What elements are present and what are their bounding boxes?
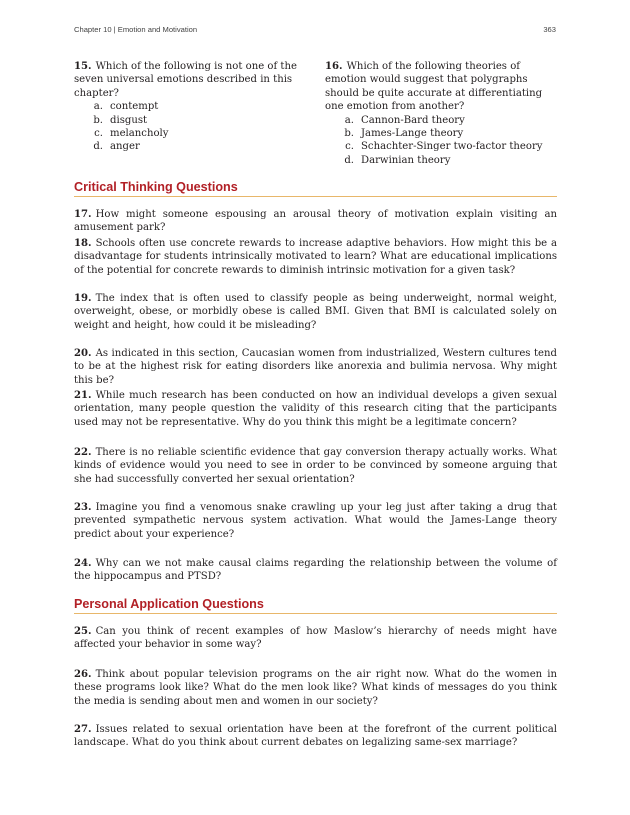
question-text: Imagine you find a venomous snake crawling up your leg just after taking a drug that prevented sympathetic nervous system activation. What would the James-Lange theory predict about your experience? xyxy=(74,502,557,540)
option-letter: b. xyxy=(344,128,354,140)
question-19 xyxy=(74,292,557,332)
question-number: 17. xyxy=(74,209,92,220)
page-number: 363 xyxy=(543,25,556,34)
question-number: 20. xyxy=(74,348,92,359)
question-18 xyxy=(74,237,557,277)
option-text: Schachter-Singer two-factor theory xyxy=(361,141,543,153)
option-letter: d. xyxy=(93,141,103,153)
question-text: As indicated in this section, Caucasian women from industrialized, Western cultures tend to be at the highest risk for eating disorders like anorexia and bulimia nervosa. Why might this be? xyxy=(74,348,557,386)
question-number: 22. xyxy=(74,447,92,458)
question-number: 27. xyxy=(74,724,92,735)
answer-option xyxy=(88,100,306,113)
question-text: Which of the following theories of emotion would suggest that polygraphs should be quite accurate at differentiating one emotion from another? xyxy=(325,61,543,113)
question-17 xyxy=(74,208,557,235)
question-number: 25. xyxy=(74,626,92,637)
question-22 xyxy=(74,446,557,486)
question-stem xyxy=(325,60,557,114)
option-letter: d. xyxy=(344,154,354,166)
option-letter: c. xyxy=(94,128,103,140)
multiple-choice-section xyxy=(74,60,557,167)
personal-application-heading: Personal Application Questions xyxy=(74,597,557,614)
option-text: James-Lange theory xyxy=(361,128,464,140)
question-number: 24. xyxy=(74,558,92,569)
question-text: The index that is often used to classify people as being underweight, normal weight, overweight, obese, or morbidly obese is called BMI. Given that BMI is calculated solely on weight and height, how could it be misleading? xyxy=(74,293,557,331)
question-number: 21. xyxy=(74,390,92,401)
option-letter: c. xyxy=(345,141,354,153)
option-text: anger xyxy=(110,141,140,153)
answer-option xyxy=(339,114,557,127)
question-number: 18. xyxy=(74,238,92,249)
answer-option xyxy=(88,127,306,140)
option-text: Darwinian theory xyxy=(361,154,451,166)
answer-options xyxy=(74,100,306,154)
question-text: Why can we not make causal claims regarding the relationship between the volume of the hippocampus and PTSD? xyxy=(74,558,557,583)
question-27 xyxy=(74,723,557,750)
option-letter: a. xyxy=(344,114,354,126)
question-15 xyxy=(74,60,306,167)
question-25 xyxy=(74,625,557,652)
option-text: Cannon-Bard theory xyxy=(361,114,465,126)
running-header xyxy=(74,25,556,34)
answer-options xyxy=(325,114,557,168)
question-text: There is no reliable scientific evidence that gay conversion therapy actually works. What kinds of evidence would you need to see in order to be convinced by someone arguing that she had successfully converted her sexual orientation? xyxy=(74,447,557,485)
option-text: contempt xyxy=(110,101,159,113)
question-24 xyxy=(74,557,557,584)
question-number: 23. xyxy=(74,502,92,513)
question-number: 19. xyxy=(74,293,92,304)
answer-option xyxy=(339,140,557,153)
answer-option xyxy=(88,114,306,127)
question-stem xyxy=(74,60,306,100)
question-text: Schools often use concrete rewards to increase adaptive behaviors. How might this be a disadvantage for students intrinsically motivated to learn? What are educational implications of the potential for concrete rewards to diminish intrinsic motivation for a given task? xyxy=(74,238,557,276)
option-letter: b. xyxy=(93,114,103,126)
option-text: disgust xyxy=(110,114,148,126)
question-text: Can you think of recent examples of how Maslow’s hierarchy of needs might have affected your behavior in some way? xyxy=(74,626,557,651)
question-20 xyxy=(74,347,557,387)
question-text: Issues related to sexual orientation have been at the forefront of the current political landscape. What do you think about current debates on legalizing same-sex marriage? xyxy=(74,724,557,749)
question-number: 15. xyxy=(74,61,92,72)
question-text: While much research has been conducted on how an individual develops a given sexual orientation, many people question the validity of this research citing that the participants used may not be representative. Why do you think this might be a legitimate concern? xyxy=(74,390,557,428)
option-letter: a. xyxy=(93,101,103,113)
question-text: Think about popular television programs on the air right now. What do the women in these programs look like? What do the men look like? What kinds of messages do you think the media is sending about men and women in our society? xyxy=(74,669,557,707)
question-16 xyxy=(325,60,557,167)
answer-option xyxy=(339,127,557,140)
answer-option xyxy=(88,140,306,153)
question-text: Which of the following is not one of the seven universal emotions described in this chapter? xyxy=(74,61,297,99)
question-text: How might someone espousing an arousal theory of motivation explain visiting an amusement park? xyxy=(74,209,557,234)
chapter-title: Chapter 10 | Emotion and Motivation xyxy=(74,25,198,34)
option-text: melancholy xyxy=(110,128,169,140)
question-21 xyxy=(74,389,557,429)
question-number: 16. xyxy=(325,61,343,72)
question-number: 26. xyxy=(74,669,92,680)
question-23 xyxy=(74,501,557,541)
question-26 xyxy=(74,668,557,708)
critical-thinking-heading: Critical Thinking Questions xyxy=(74,180,557,197)
answer-option xyxy=(339,154,557,167)
